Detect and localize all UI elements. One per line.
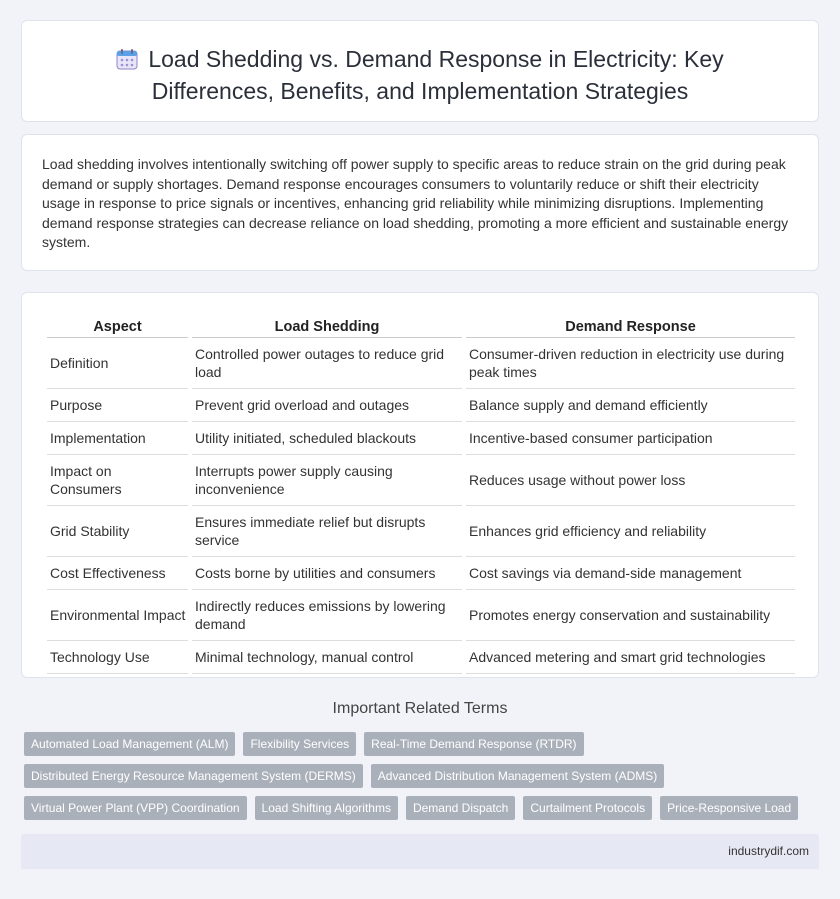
demand-response-cell: Cost savings via demand-side management bbox=[466, 557, 795, 590]
header-load-shedding: Load Shedding bbox=[192, 315, 462, 338]
header-demand-response: Demand Response bbox=[466, 315, 795, 338]
load-shedding-cell: Ensures immediate relief but disrupts service bbox=[192, 506, 462, 557]
footer bbox=[21, 834, 819, 869]
demand-response-cell: Enhances grid efficiency and reliability bbox=[466, 506, 795, 557]
tag-row bbox=[24, 796, 824, 820]
related-terms-title: Important Related Terms bbox=[332, 700, 508, 717]
related-term-tag[interactable]: Load Shifting Algorithms bbox=[255, 796, 398, 820]
page-title-text: Load Shedding vs. Demand Response in Electricity: Key Differences, Benefits, and Implementation Strategies bbox=[148, 46, 724, 104]
page-title bbox=[62, 45, 778, 106]
intro-paragraph: Load shedding involves intentionally switching off power supply to specific areas to reduce strain on the grid during peak demand or supply shortages. Demand response encourages consumers to voluntarily reduce or shift their electricity usage in response to price signals or incentives, enhancing grid reliability while minimizing disruptions. Implementing demand response strategies can decrease reliance on load shedding, promoting a more efficient and sustainable energy system. bbox=[42, 156, 789, 251]
related-term-tag[interactable]: Distributed Energy Resource Management System (DERMS) bbox=[24, 764, 363, 788]
load-shedding-cell: Interrupts power supply causing inconvenience bbox=[192, 455, 462, 506]
table-row bbox=[47, 506, 795, 557]
load-shedding-cell: Utility initiated, scheduled blackouts bbox=[192, 422, 462, 455]
demand-response-cell: Reduces usage without power loss bbox=[466, 455, 795, 506]
table-row bbox=[47, 455, 795, 506]
intro-card bbox=[21, 134, 819, 271]
aspect-cell: Technology Use bbox=[47, 641, 188, 674]
related-terms-list bbox=[24, 732, 824, 828]
aspect-cell: Environmental Impact bbox=[47, 590, 188, 641]
demand-response-cell: Balance supply and demand efficiently bbox=[466, 389, 795, 422]
tag-row bbox=[24, 764, 824, 788]
title-card bbox=[21, 20, 819, 122]
table-row bbox=[47, 557, 795, 590]
aspect-cell: Grid Stability bbox=[47, 506, 188, 557]
related-term-tag[interactable]: Virtual Power Plant (VPP) Coordination bbox=[24, 796, 247, 820]
load-shedding-cell: Prevent grid overload and outages bbox=[192, 389, 462, 422]
related-term-tag[interactable]: Automated Load Management (ALM) bbox=[24, 732, 235, 756]
demand-response-cell: Advanced metering and smart grid technologies bbox=[466, 641, 795, 674]
load-shedding-cell: Costs borne by utilities and consumers bbox=[192, 557, 462, 590]
demand-response-cell: Promotes energy conservation and sustainability bbox=[466, 590, 795, 641]
load-shedding-cell: Indirectly reduces emissions by lowering demand bbox=[192, 590, 462, 641]
table-row bbox=[47, 590, 795, 641]
table-row bbox=[47, 422, 795, 455]
aspect-cell: Definition bbox=[47, 338, 188, 389]
tag-row bbox=[24, 732, 824, 756]
table-row bbox=[47, 338, 795, 389]
aspect-cell: Purpose bbox=[47, 389, 188, 422]
related-term-tag[interactable]: Flexibility Services bbox=[243, 732, 356, 756]
related-term-tag[interactable]: Curtailment Protocols bbox=[523, 796, 652, 820]
comparison-table bbox=[43, 315, 799, 674]
load-shedding-cell: Controlled power outages to reduce grid load bbox=[192, 338, 462, 389]
related-term-tag[interactable]: Demand Dispatch bbox=[406, 796, 515, 820]
aspect-cell: Cost Effectiveness bbox=[47, 557, 188, 590]
related-term-tag[interactable]: Real-Time Demand Response (RTDR) bbox=[364, 732, 583, 756]
related-term-tag[interactable]: Advanced Distribution Management System (ADMS) bbox=[371, 764, 664, 788]
demand-response-cell: Incentive-based consumer participation bbox=[466, 422, 795, 455]
table-header-row bbox=[47, 315, 795, 338]
load-shedding-cell: Minimal technology, manual control bbox=[192, 641, 462, 674]
comparison-card bbox=[21, 292, 819, 678]
table-row bbox=[47, 641, 795, 674]
aspect-cell: Impact on Consumers bbox=[47, 455, 188, 506]
related-term-tag[interactable]: Price-Responsive Load bbox=[660, 796, 798, 820]
aspect-cell: Implementation bbox=[47, 422, 188, 455]
header-aspect: Aspect bbox=[47, 315, 188, 338]
calendar-icon bbox=[116, 48, 138, 77]
demand-response-cell: Consumer-driven reduction in electricity use during peak times bbox=[466, 338, 795, 389]
footer-site-link[interactable]: industrydif.com bbox=[728, 844, 809, 858]
table-row bbox=[47, 389, 795, 422]
